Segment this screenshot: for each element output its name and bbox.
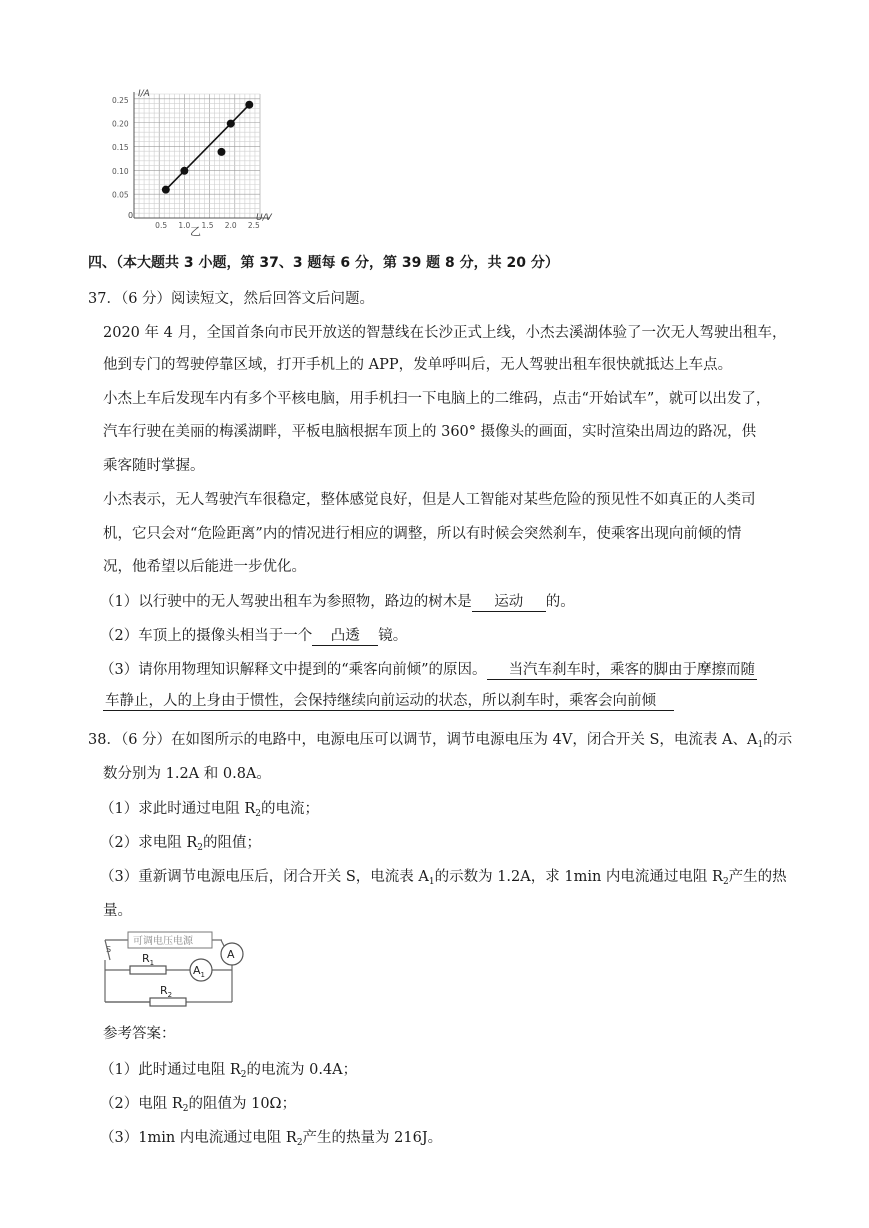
wire-a-to-source <box>221 940 224 946</box>
q38-sub2 <box>100 831 261 853</box>
q38-sub2-sub: 2 <box>197 843 203 853</box>
q37-para3-line3: 况，他希望以后能进一步优化。 <box>103 559 306 575</box>
resistor-r2 <box>150 998 186 1006</box>
q37-sub2-answer: 凸透 <box>312 627 378 646</box>
ref-answer-2-sub: 2 <box>182 1104 189 1114</box>
x-tick-label: 2.0 <box>224 221 237 230</box>
ref-answer-1-text: （1）此时通过电阻 R <box>100 1062 241 1078</box>
fit-line <box>166 105 249 190</box>
ref-answer-1 <box>100 1058 357 1080</box>
q38-sub2-tail: 的阻值； <box>203 835 261 851</box>
q37-para2-line3: 乘客随时掌握。 <box>103 458 205 474</box>
iu-graph <box>110 86 290 236</box>
ref-answer-3-sub: 2 <box>296 1138 303 1148</box>
q37-header: 37．（6 分）阅读短文，然后回答文后问题。 <box>88 291 375 307</box>
ref-answer-3-tail: 产生的热量为 216J。 <box>302 1130 443 1146</box>
q38-sub3-tail: 产生的热 <box>728 869 787 885</box>
r2-label: $R_2$ <box>160 984 173 999</box>
ref-answer-2-text: （2）电阻 R <box>100 1096 183 1112</box>
circuit-diagram <box>100 930 250 1010</box>
q37-sub2-text: （2）车顶上的摄像头相当于一个 <box>100 628 313 644</box>
q38-sub1-tail: 的电流； <box>261 801 319 817</box>
q37-para2-line2: 汽车行驶在美丽的梅溪湖畔，平板电脑根据车顶上的 360° 摄像头的画面，实时渲染出周边的路况，供 <box>103 424 757 440</box>
power-source-label: 可调电压电源 <box>133 936 193 947</box>
q38-header-tail: 的示 <box>763 732 793 748</box>
x-tick-label: 0.5 <box>155 221 168 230</box>
q37-sub2-tail: 镜。 <box>378 628 408 644</box>
ref-answer-1-tail: 的电流为 0.4A； <box>246 1062 358 1078</box>
q37-para3-line1: 小杰表示，无人驾驶汽车很稳定，整体感觉良好，但是人工智能对某些危险的预见性不如真正的人类司 <box>103 492 756 508</box>
q38-header-text: 38．（6 分）在如图所示的电路中，电源电压可以调节，调节电源电压为 4V，闭合开关 S，电流表 A、A <box>88 732 758 748</box>
y-tick-label: 0.25 <box>112 96 129 105</box>
q37-sub3-answer-line1: 当汽车刹车时，乘客的脚由于摩擦而随 <box>487 661 758 680</box>
q38-sub3 <box>100 865 787 887</box>
q38-sub3-sub1: 1 <box>428 877 435 887</box>
ref-answer-1-sub: 2 <box>240 1070 247 1080</box>
origin-label: 0 <box>128 211 134 220</box>
q37-sub3-answer-line2-row <box>103 692 674 711</box>
q38-header-sub: 1 <box>757 740 764 750</box>
q38-sub2-text: （2）求电阻 R <box>100 835 198 851</box>
data-point <box>217 148 225 156</box>
y-axis-label: I/A <box>138 89 150 99</box>
q38-sub3-text: （3）重新调节电源电压后，闭合开关 S，电流表 A <box>100 869 429 885</box>
section-title: 四、（本大题共 3 小题，第 37、3 题每 6 分，第 39 题 8 分，共 20 分） <box>88 255 559 271</box>
ref-answer-3-text: （3）1min 内电流通过电阻 R <box>100 1130 297 1146</box>
y-tick-label: 0.20 <box>112 119 129 129</box>
ref-answer-3 <box>100 1126 442 1148</box>
q37-sub1-tail: 的。 <box>545 594 575 610</box>
q38-sub3-sub2: 2 <box>722 877 729 887</box>
q38-sub3-mid: 的示数为 1.2A，求 1min 内电流通过电阻 R <box>434 869 723 885</box>
data-point <box>227 120 235 128</box>
q38-sub1 <box>100 797 319 819</box>
q37-para1-line2: 他到专门的驾驶停靠区域，打开手机上的 APP，发单呼叫后，无人驾驶出租车很快就抵达上车点。 <box>103 357 733 373</box>
data-point <box>245 101 253 109</box>
q38-sub1-sub: 2 <box>255 809 261 819</box>
ref-answer-title: 参考答案： <box>103 1026 176 1042</box>
q37-sub3 <box>100 658 757 680</box>
ref-answer-2-tail: 的阻值为 10Ω； <box>188 1096 297 1112</box>
q38-sub3-line2: 量。 <box>103 903 132 919</box>
r1-label: $R_1$ <box>142 952 155 967</box>
x-tick-label: 1.5 <box>201 221 214 230</box>
q37-para3-line2: 机，它只会对“危险距离”内的情况进行相应的调整，所以有时候会突然刹车，使乘客出现向前倾的情 <box>103 526 742 542</box>
q37-para1-line1: 2020 年 4 月，全国首条向市民开放送的智慧线在长沙正式上线，小杰去溪湖体验了一次无人驾驶出租车， <box>103 325 787 341</box>
ref-answer-2 <box>100 1092 296 1114</box>
switch-label: S <box>106 945 112 954</box>
y-tick-label: 0.05 <box>112 190 129 200</box>
q37-sub3-text: （3）请你用物理知识解释文中提到的“乘客向前倾”的原因。 <box>100 662 487 678</box>
q38-header <box>88 728 792 750</box>
x-axis-label: U/V <box>256 213 272 223</box>
data-point <box>180 167 188 175</box>
q37-sub1-answer: 运动 <box>472 593 546 612</box>
q37-sub1 <box>100 590 575 612</box>
x-tick-label: 2.5 <box>247 221 260 230</box>
y-tick-label: 0.10 <box>112 166 129 176</box>
data-point <box>162 186 170 194</box>
q38-sub1-text: （1）求此时通过电阻 R <box>100 801 256 817</box>
q37-sub1-text: （1）以行驶中的无人驾驶出租车为参照物，路边的树木是 <box>100 594 472 610</box>
y-tick-label: 0.15 <box>112 143 129 153</box>
q37-sub3-answer-line2: 车静止，人的上身由于惯性，会保持继续向前运动的状态，所以刹车时，乘客会向前倾 <box>103 692 674 711</box>
q38-header-line2: 数分别为 1.2A 和 0.8A。 <box>103 766 271 782</box>
ammeter-a-label: A <box>227 948 235 961</box>
q37-sub2 <box>100 624 407 646</box>
resistor-r1 <box>130 966 166 974</box>
ammeter-a1-label: $A_1$ <box>193 964 205 979</box>
x-tick-label: 1.0 <box>178 221 191 230</box>
q37-para2-line1: 小杰上车后发现车内有多个平核电脑，用手机扫一下电脑上的二维码，点击“开始试车”，就可以出发了， <box>103 391 771 407</box>
graph-caption: 乙 <box>190 225 201 236</box>
